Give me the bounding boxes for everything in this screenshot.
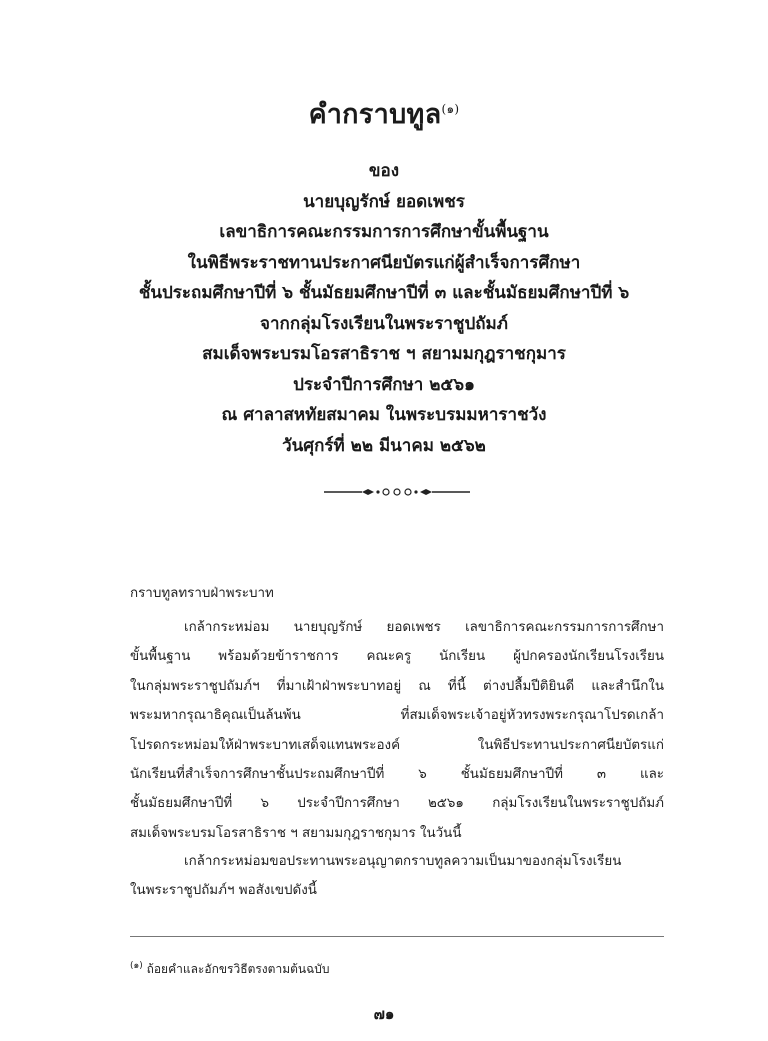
paragraph-line: ขั้นพื้นฐาน พร้อมด้วยข้าราชการ คณะครู นักเรียน ผู้ปกครองนักเรียนโรงเรียน — [130, 649, 664, 665]
page-title — [0, 92, 768, 135]
paragraph-line: พระมหากรุณาธิคุณเป็นล้นพ้น ที่สมเด็จพระเจ้าอยู่หัวทรงพระกรุณาโปรดเกล้า — [130, 708, 664, 724]
paragraph-line: โปรดกระหม่อมให้ฝ่าพระบาทเสด็จแทนพระองค์ ในพิธีประทานประกาศนียบัตรแก่ — [130, 737, 664, 753]
footnote-divider — [130, 936, 664, 937]
title-text: คำกราบทูล — [308, 99, 442, 130]
salutation: กราบทูลทราบฝ่าพระบาท — [130, 586, 274, 601]
heading-line: วันศุกร์ที่ ๒๒ มีนาคม ๒๕๖๒ — [282, 435, 486, 456]
ornament-divider — [322, 484, 472, 500]
paragraph-line: เกล้ากระหม่อมขอประทานพระอนุญาตกราบทูลความเป็นมาของกลุ่มโรงเรียน — [184, 854, 622, 869]
paragraph-line: ชั้นมัธยมศึกษาปีที่ ๖ ประจำปีการศึกษา ๒๕๖๑ กลุ่มโรงเรียนในพระราชูปถัมภ์ — [130, 796, 664, 812]
heading-line: จากกลุ่มโรงเรียนในพระราชูปถัมภ์ — [260, 313, 508, 334]
page-number: ๗๑ — [373, 1005, 395, 1023]
footnote-marker: (๑) — [130, 961, 143, 971]
heading-line: สมเด็จพระบรมโอรสาธิราช ฯ สยามมกุฎราชกุมาร — [202, 344, 566, 364]
heading-line: เลขาธิการคณะกรรมการการศึกษาขั้นพื้นฐาน — [219, 222, 549, 242]
paragraph-line: ในกลุ่มพระราชูปถัมภ์ฯ ที่มาเฝ้าฝ่าพระบาทอยู่ ณ ที่นี้ ต่างปลื้มปีติยินดี และสำนึกใน — [130, 678, 664, 694]
paragraph-line: เกล้ากระหม่อม นายบุญรักษ์ ยอดเพชร เลขาธิการคณะกรรมการการศึกษา — [184, 620, 664, 635]
footnote — [130, 958, 330, 979]
heading-line: นายบุญรักษ์ ยอดเพชร — [303, 191, 465, 212]
paragraph-line: นักเรียนที่สำเร็จการศึกษาชั้นประถมศึกษาปีที่ ๖ ชั้นมัธยมศึกษาปีที่ ๓ และ — [130, 767, 664, 783]
paragraph-1 — [130, 613, 664, 848]
heading-line: ในพิธีพระราชทานประกาศนียบัตรแก่ผู้สำเร็จการศึกษา — [187, 252, 581, 273]
paragraph-line: สมเด็จพระบรมโอรสาธิราช ฯ สยามมกุฎราชกุมาร ในวันนี้ — [130, 825, 462, 841]
heading-block — [60, 156, 708, 461]
heading-line: ชั้นประถมศึกษาปีที่ ๖ ชั้นมัธยมศึกษาปีที่ ๓ และชั้นมัธยมศึกษาปีที่ ๖ — [138, 283, 630, 303]
paragraph-line: ในพระราชูปถัมภ์ฯ พอสังเขปดังนี้ — [130, 883, 317, 899]
heading-line: ณ ศาลาสหทัยสมาคม ในพระบรมมหาราชวัง — [221, 405, 547, 425]
heading-line: ประจำปีการศึกษา ๒๕๖๑ — [293, 374, 475, 395]
paragraph-2 — [130, 847, 664, 906]
footnote-text: ถ้อยคำและอักขรวิธีตรงตามต้นฉบับ — [146, 962, 330, 976]
title-footnote-marker: (๑) — [441, 102, 460, 116]
heading-line: ของ — [368, 161, 400, 181]
